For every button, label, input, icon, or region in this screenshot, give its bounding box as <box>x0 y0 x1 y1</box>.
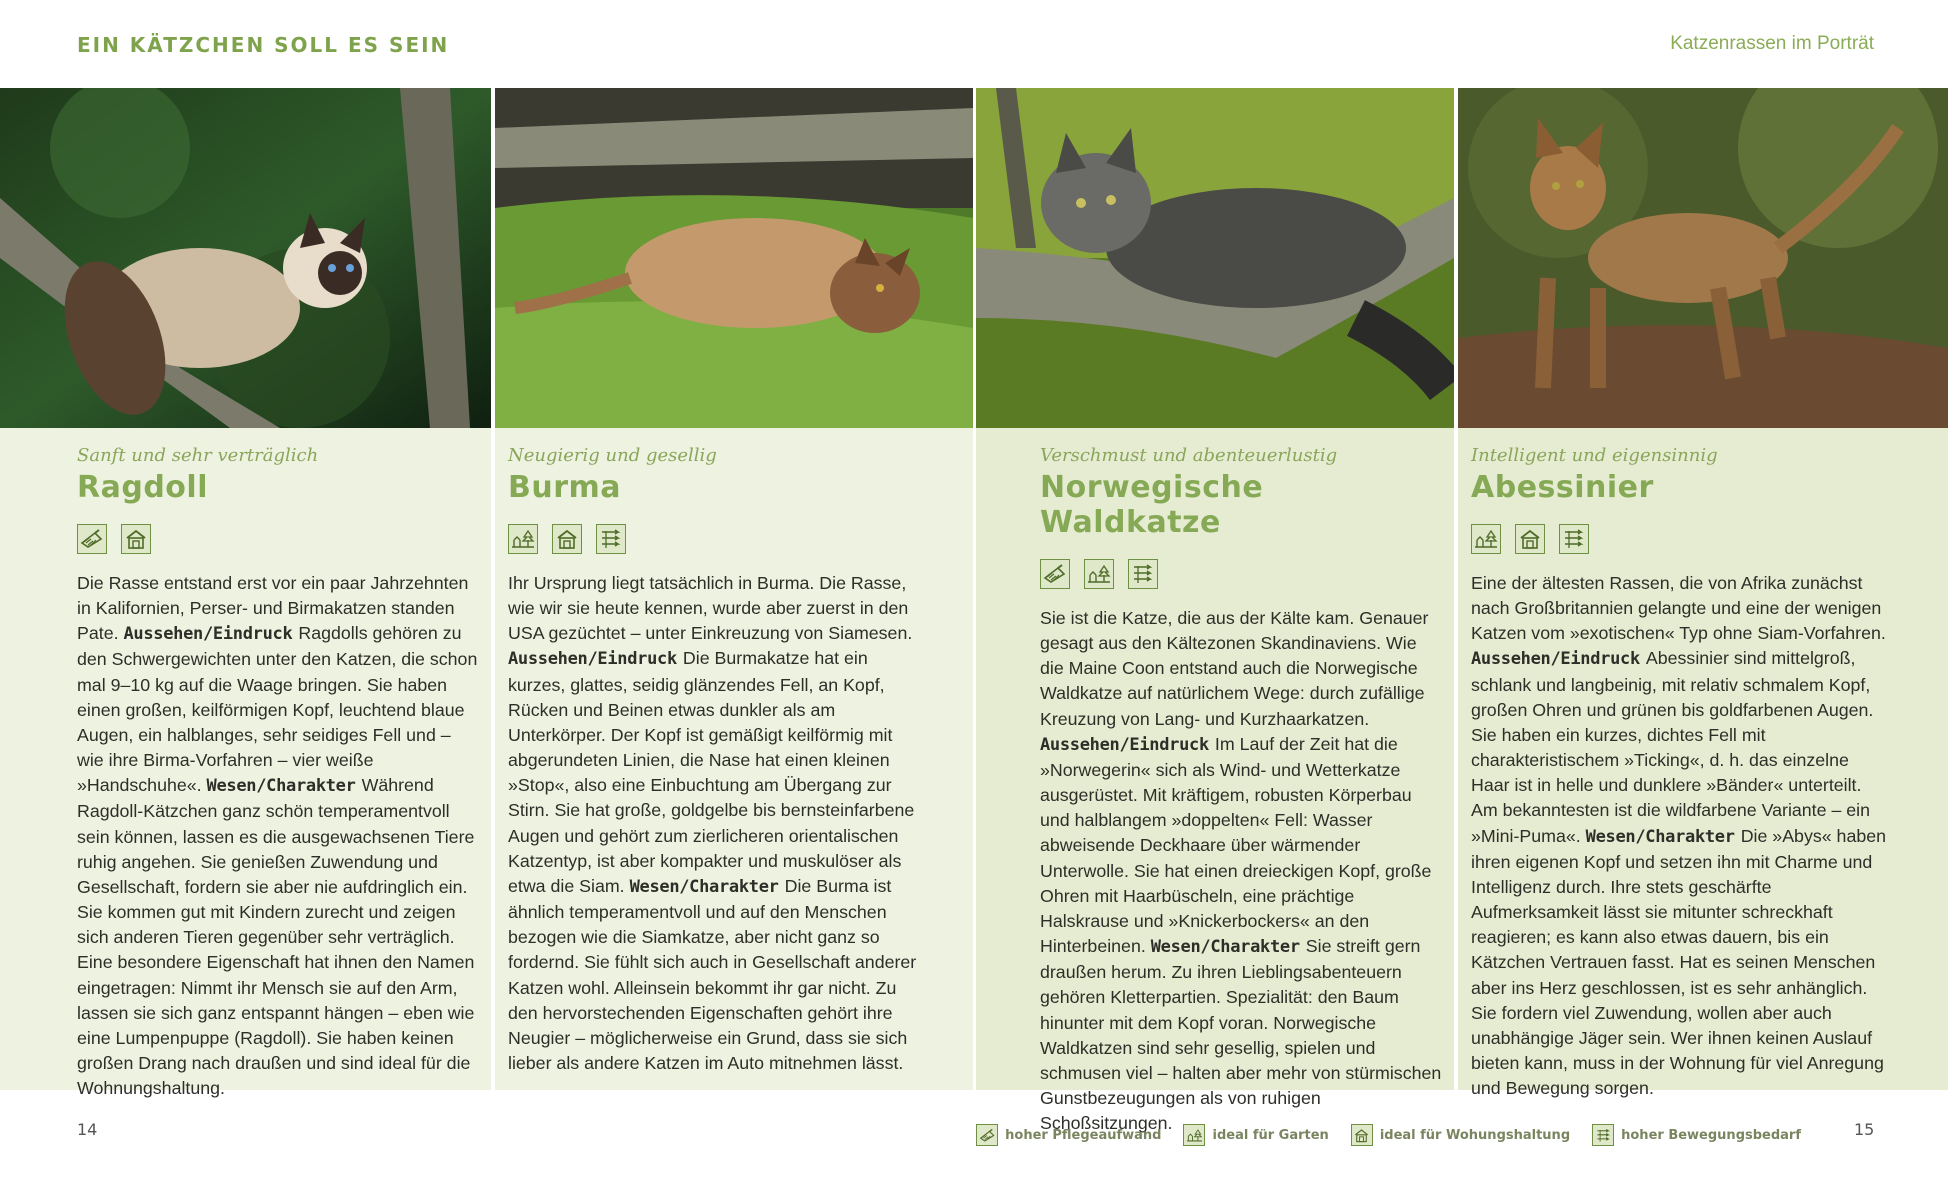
breed-text <box>77 571 482 1101</box>
legend-item-exercise <box>1592 1124 1801 1146</box>
legend-label: hoher Pflegeaufwand <box>1005 1127 1162 1143</box>
abyssinian-panel <box>1458 428 1948 1099</box>
breed-title: Ragdoll <box>77 470 208 505</box>
breed-burma <box>508 428 923 1076</box>
legend-label: ideal für Wohungshaltung <box>1379 1127 1571 1143</box>
breed-title: Norwegische Waldkatze <box>1040 470 1264 540</box>
look-label: Aussehen/Eindruck <box>1040 734 1209 755</box>
garden-icon <box>1183 1124 1205 1146</box>
house-icon <box>1515 524 1545 554</box>
breed-intro: Ihr Ursprung liegt tatsächlich in Burma. Die Rasse, wie wir sie heute kennen, wurde aber zuerst in den USA gezüchtet – unter Einkreuzung von Siamesen. <box>508 573 913 644</box>
breed-intro: Sie ist die Katze, die aus der Kälte kam. Genauer gesagt aus den Kältezonen Skandinaviens. Wie die Maine Coon entstand auch die Norwegische Waldkatze auf natürlichem Wege: durch zufällige Kreuzung von Lang- und Kurzhaarkatzen. <box>1040 608 1429 729</box>
garden-icon <box>1084 559 1114 589</box>
exercise-icon <box>1559 524 1589 554</box>
look-text: Im Lauf der Zeit hat die »Norwegerin« sich als Wind- und Wetterkatze ausgerüstet. Mit kräftigem, robusten Körperbau und halblangem »doppelten« Fell: Wasser abweisende Deckhaare über wärmender Unterwolle. Sie hat einen dreieckigen Kopf, große Ohren mit Haarbüscheln, eine prächtige Halskrause und »Knickerbockers« an den Hinterbeinen. <box>1040 733 1432 957</box>
running-head-left: EIN KÄTZCHEN SOLL ES SEIN <box>77 33 450 57</box>
house-icon <box>1351 1124 1373 1146</box>
look-label: Aussehen/Eindruck <box>508 649 677 670</box>
breed-title: Burma <box>508 470 622 505</box>
house-icon <box>552 524 582 554</box>
look-text: Die Burmakatze hat ein kurzes, glattes, seidig glänzendes Fell, an Kopf, Rücken und Beinen etwas dunkler als am Unterkörper. Der Kopf ist gemäßigt keilförmig mit abgerundeten Linien, die Nase hat einen kleinen »Stop«, also eine Einbuchtung am Übergang zur Stirn. Sie hat große, goldgelbe bis bernsteinfarbene Augen und gehört zum zierlicheren orientalischen Katzentyp, ist aber kompakter und muskulöser als etwa die Siam. <box>508 648 915 896</box>
breed-icons <box>508 524 923 554</box>
nature-text: Die »Abys« haben ihren eigenen Kopf und setzen ihn mit Charme und Intelligenz durch. Ihre stets geschärfte Aufmerksamkeit lässt sie mitunter schreckhaft reagieren; es kann also etwas dauern, bis ein Kätzchen Vertrauen fasst. Hat es seinen Menschen aber ins Herz geschlossen, ist es sehr anhänglich. Sie fordern viel Zuwendung, wollen aber auch unabhängige Jäger sein. Wer ihnen keinen Auslauf bieten kann, muss in der Wohnung für viel Anregung und Bewegung sorgen. <box>1471 825 1887 1099</box>
nature-label: Wesen/Charakter <box>1150 937 1300 958</box>
look-text: Ragdolls gehören zu den Schwergewichten unter den Katzen, die schon mal 9–10 kg auf die Waage bringen. Sie haben einen großen, keilförmigen Kopf, leuchtend blaue Augen, ein halblanges, sehr seidiges Fell und – wie ihre Birma-Vorfahren – vier weiße »Handschuhe«. <box>77 623 478 796</box>
breed-abyssinian <box>1471 428 1886 1101</box>
breed-text <box>508 571 923 1076</box>
look-text: Abessinier sind mittelgroß, schlank und langbeinig, mit relativ schmalem Kopf, großen Ohren und grünen bis goldfarbenen Augen. Sie haben ein kurzes, dichtes Fell mit charakteristischem »Ticking«, d. h. das einzelne Haar ist in helle und dunklere »Bänder« unterteilt. Am bekanntesten ist die wildfarbene Variante – ein »Mini-Puma«. <box>1471 648 1874 846</box>
breed-icons <box>77 524 482 554</box>
page-number-left: 14 <box>77 1120 98 1139</box>
breed-title: Abessinier <box>1471 470 1654 505</box>
legend-label: hoher Bewegungsbedarf <box>1621 1127 1801 1143</box>
nature-text: Die Burma ist ähnlich temperamentvoll und auf den Menschen bezogen wie die Siamkatze, aber nicht ganz so fordernd. Sie fühlt sich auch in Gesellschaft anderer Katzen wohl. Alleinsein bekommt ihr gar nicht. Zu den hervorstechenden Eigenschaften gehört ihre Neugier – möglicherweise ein Grund, dass sie sich lieber als andere Katzen im Auto mitnehmen lässt. <box>508 875 917 1073</box>
look-label: Aussehen/Eindruck <box>1471 649 1640 670</box>
garden-icon <box>508 524 538 554</box>
look-label: Aussehen/Eindruck <box>123 624 293 645</box>
exercise-icon <box>596 524 626 554</box>
breed-ragdoll <box>77 428 482 1101</box>
breed-intro: Die Rasse entstand erst vor ein paar Jahrzehnten in Kalifornien, Perser- und Birmakatzen standen Pate. <box>77 573 469 644</box>
norwegian-forest-cat-photo <box>976 88 1454 428</box>
brush-icon <box>77 524 107 554</box>
breed-icons <box>1471 524 1886 554</box>
legend-label: ideal für Garten <box>1212 1127 1329 1143</box>
running-head-right: Katzenrassen im Porträt <box>1670 33 1874 54</box>
breed-text <box>1040 606 1445 1136</box>
breed-subtitle: Sanft und sehr verträglich <box>77 445 319 466</box>
brush-icon <box>1040 559 1070 589</box>
breed-subtitle: Verschmust und abenteuerlustig <box>1040 445 1338 466</box>
breed-norwegian-forest-cat <box>1040 428 1445 1136</box>
garden-icon <box>1471 524 1501 554</box>
nature-label: Wesen/Charakter <box>206 776 356 797</box>
brush-icon <box>976 1124 998 1146</box>
nature-label: Wesen/Charakter <box>629 876 779 897</box>
nature-label: Wesen/Charakter <box>1585 826 1735 847</box>
nature-text: Sie streift gern draußen herum. Zu ihren Lieblingsabenteuern gehören Kletterpartien. Spezialität: den Baum hinunter mit dem Kopf voran. Norwegische Waldkatzen sind sehr gesellig, spielen und schmusen viel – halten aber mehr von stürmischen Gunstbezeugungen als von ruhigen Schoßsitzungen. <box>1040 936 1442 1134</box>
legend-item-grooming <box>976 1124 1161 1146</box>
legend-item-apartment <box>1351 1124 1570 1146</box>
ragdoll-photo <box>0 88 491 428</box>
burma-panel <box>495 428 973 1090</box>
icon-legend <box>976 1124 1801 1146</box>
ragdoll-panel <box>0 428 491 1099</box>
legend-item-garden <box>1183 1124 1328 1146</box>
breed-text <box>1471 571 1886 1101</box>
norwegian-panel <box>976 428 1454 1134</box>
breed-intro: Eine der ältesten Rassen, die von Afrika zunächst nach Großbritannien gelangte und eine der wenigen Katzen vom »exotischen« Typ ohne Siam-Vorfahren. <box>1471 573 1886 644</box>
exercise-icon <box>1128 559 1158 589</box>
exercise-icon <box>1592 1124 1614 1146</box>
page-number-right: 15 <box>1854 1120 1875 1139</box>
burma-photo <box>495 88 973 428</box>
abyssinian-photo <box>1458 88 1948 428</box>
breed-subtitle: Intelligent und eigensinnig <box>1471 445 1718 466</box>
house-icon <box>121 524 151 554</box>
breed-icons <box>1040 559 1445 589</box>
nature-text: Während Ragdoll-Kätzchen ganz schön temperamentvoll sein können, lassen es die ausgewachsenen Tiere ruhig angehen. Sie genießen Zuwendung und Gesellschaft, fordern sie aber nie aufdringlich ein. Sie kommen gut mit Kindern zurecht und zeigen sich anderen Tieren gegenüber sehr verträglich. Eine besondere Eigenschaft hat ihnen den Namen eingetragen: Nimmt ihr Mensch sie auf den Arm, lassen sie sich ganz entspannt hängen – eben wie eine Lumpenpuppe (Ragdoll). Sie haben keinen großen Drang nach draußen und sind ideal für die Wohnungshaltung. <box>77 775 475 1099</box>
breed-subtitle: Neugierig und gesellig <box>508 445 717 466</box>
